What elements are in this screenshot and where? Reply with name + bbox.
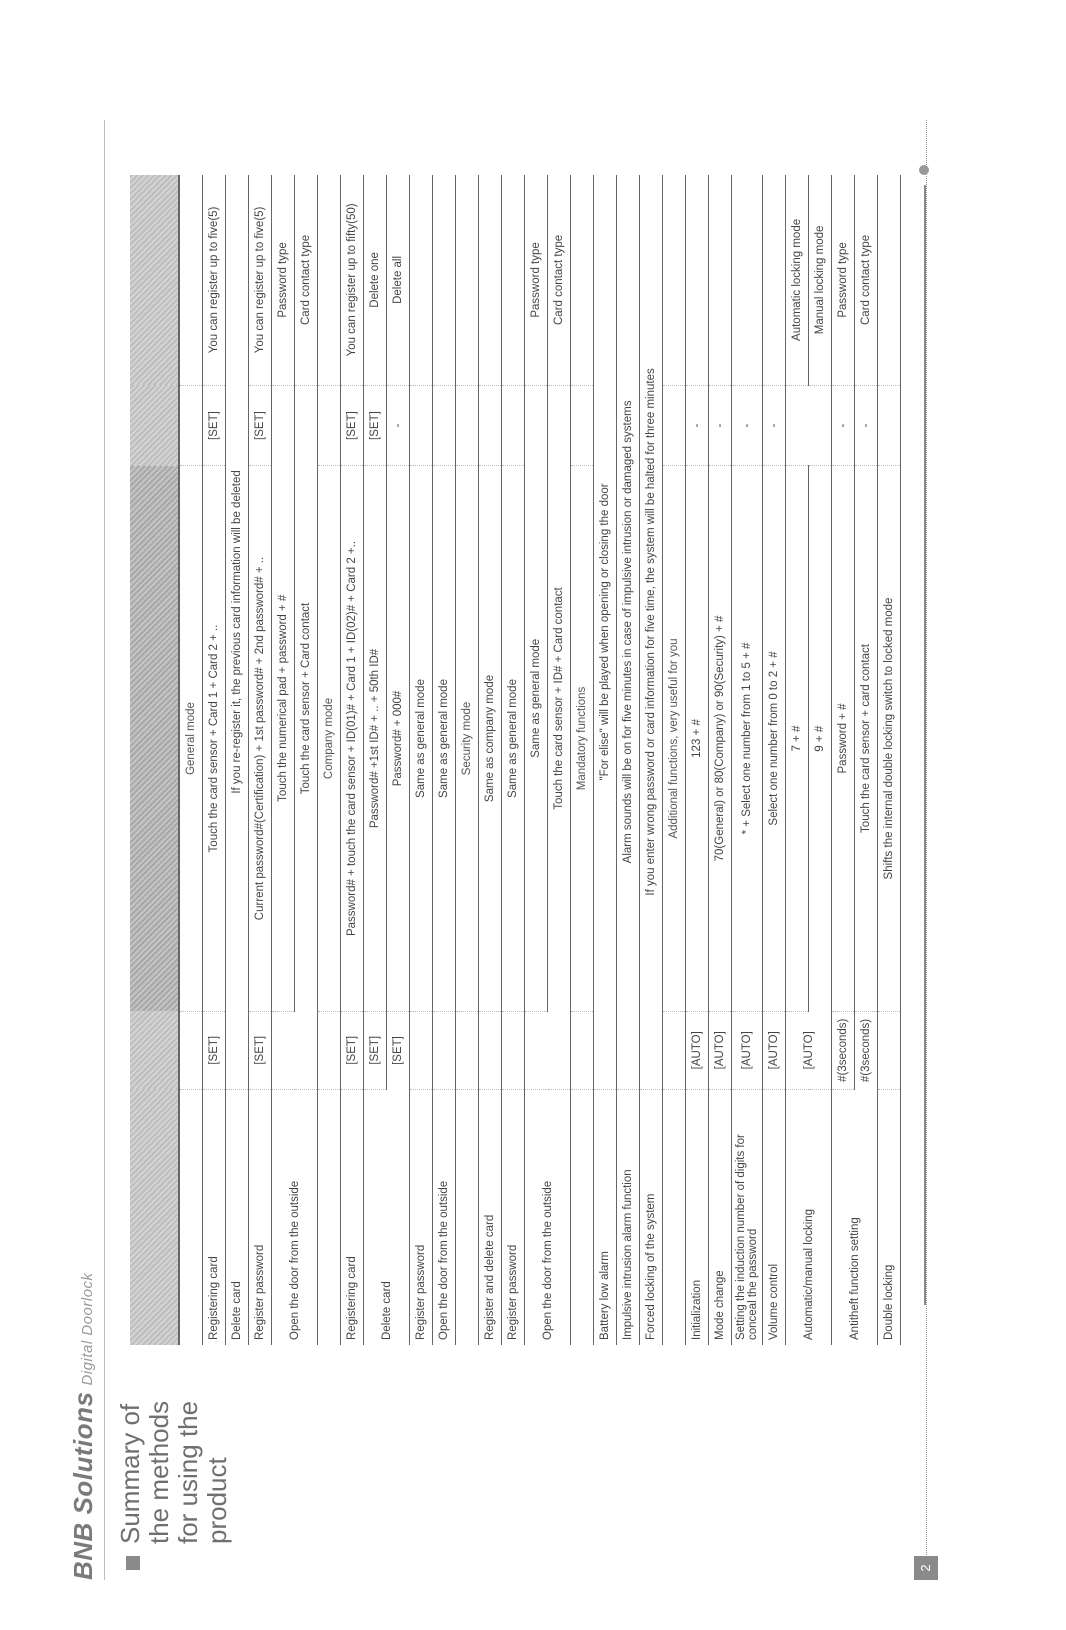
section-bullet-icon — [126, 1556, 140, 1570]
table-row: Mode change [AUTO] 70(General) or 80(Company) or 90(Security) + # - — [709, 175, 732, 1345]
header-code — [130, 1011, 179, 1089]
header-method — [130, 466, 179, 1011]
footer-dotted-rule — [926, 120, 927, 1580]
brand-logo: BNB SolutionsDigital Doorlock — [68, 1272, 98, 1580]
page-number: 2 — [914, 1556, 938, 1580]
table-row: #(3seconds) Touch the card sensor + card contact - Card contact type — [855, 175, 878, 1345]
header-note — [130, 175, 179, 385]
table-row: Touch the card sensor + ID# + Card contact Card contact type — [548, 175, 571, 1345]
table-row: Register password Same as general mode — [410, 175, 433, 1345]
table-row: Open the door from the outside Same as general mode — [433, 175, 456, 1345]
rotated-page — [68, 50, 998, 1580]
table-row: [SET] Password# + 000# - Delete all — [387, 175, 410, 1345]
footer-dot-icon — [919, 165, 929, 175]
summary-table — [130, 175, 901, 1345]
table-row: Delete card [SET] Password# +1st ID# + .. + 50th ID# [SET] Delete one — [364, 175, 387, 1345]
table-row: Registering card [SET] Touch the card sensor + Card 1 + Card 2 + .. [SET] You can register up to five(5) — [203, 175, 226, 1345]
table-row: 9 + # Manual locking mode — [809, 175, 832, 1345]
section-row-additional: Additional functions, very useful for you — [663, 175, 686, 1345]
table-row: Register password [SET] Current password#(Certification) + 1st password# + 2nd password# + .. [SET] You can register up to five(5) — [249, 175, 272, 1345]
table-row: Antitheft function setting #(3seconds) Password + # - Password type — [832, 175, 855, 1345]
table-row: Register password Same as general mode — [502, 175, 525, 1345]
table-row: Battery low alarm "For elise" will be played when opening or closing the door — [594, 175, 617, 1345]
table-row: Registering card [SET] Password# + touch the card sensor + ID(01)# + Card 1 + ID(02)# + Card 2 +.. [SET] You can register up to fifty(50) — [341, 175, 364, 1345]
section-row-company: Company mode — [318, 175, 341, 1345]
table-row: Setting the induction number of digits for conceal the password [AUTO] * + Select one number from 1 to 5 + # - — [732, 175, 763, 1345]
table-row: Initialization [AUTO] 123 + # - — [686, 175, 709, 1345]
section-row-mandatory: Mandatory functions — [571, 175, 594, 1345]
header-set — [130, 385, 179, 465]
section-row-security: Security mode — [456, 175, 479, 1345]
header-rule — [104, 120, 105, 1580]
table-row: Automatic/manual locking [AUTO] 7 + # Automatic locking mode — [786, 175, 809, 1345]
footer-rule — [924, 185, 926, 1305]
section-row-general: General mode — [179, 175, 203, 1345]
table-row: Open the door from the outside Same as general mode Password type — [525, 175, 548, 1345]
table-row: Register and delete card Same as company mode — [479, 175, 502, 1345]
header-function — [130, 1089, 179, 1345]
table-row: Volume control [AUTO] Select one number from 0 to 2 + # - — [763, 175, 786, 1345]
table-row: Impulsive intrusion alarm function Alarm sounds will be on for five minutes in case of impulsive intrusion or damaged systems — [617, 175, 640, 1345]
table-row: Double locking Shifts the internal double locking switch to locked mode — [878, 175, 901, 1345]
table-row: Open the door from the outside Touch the numerical pad + password + # Password type — [272, 175, 295, 1345]
table-row: Forced locking of the system If you enter wrong password or card information for five time, the system will be halted for three minutes — [640, 175, 663, 1345]
table-header-row — [130, 175, 179, 1345]
table-row: Delete card If you re-register it, the previous card information will be deleted — [226, 175, 249, 1345]
section-title: Summary of the methods for using the product — [115, 1400, 232, 1544]
table-row: Touch the card sensor + Card contact Card contact type — [295, 175, 318, 1345]
